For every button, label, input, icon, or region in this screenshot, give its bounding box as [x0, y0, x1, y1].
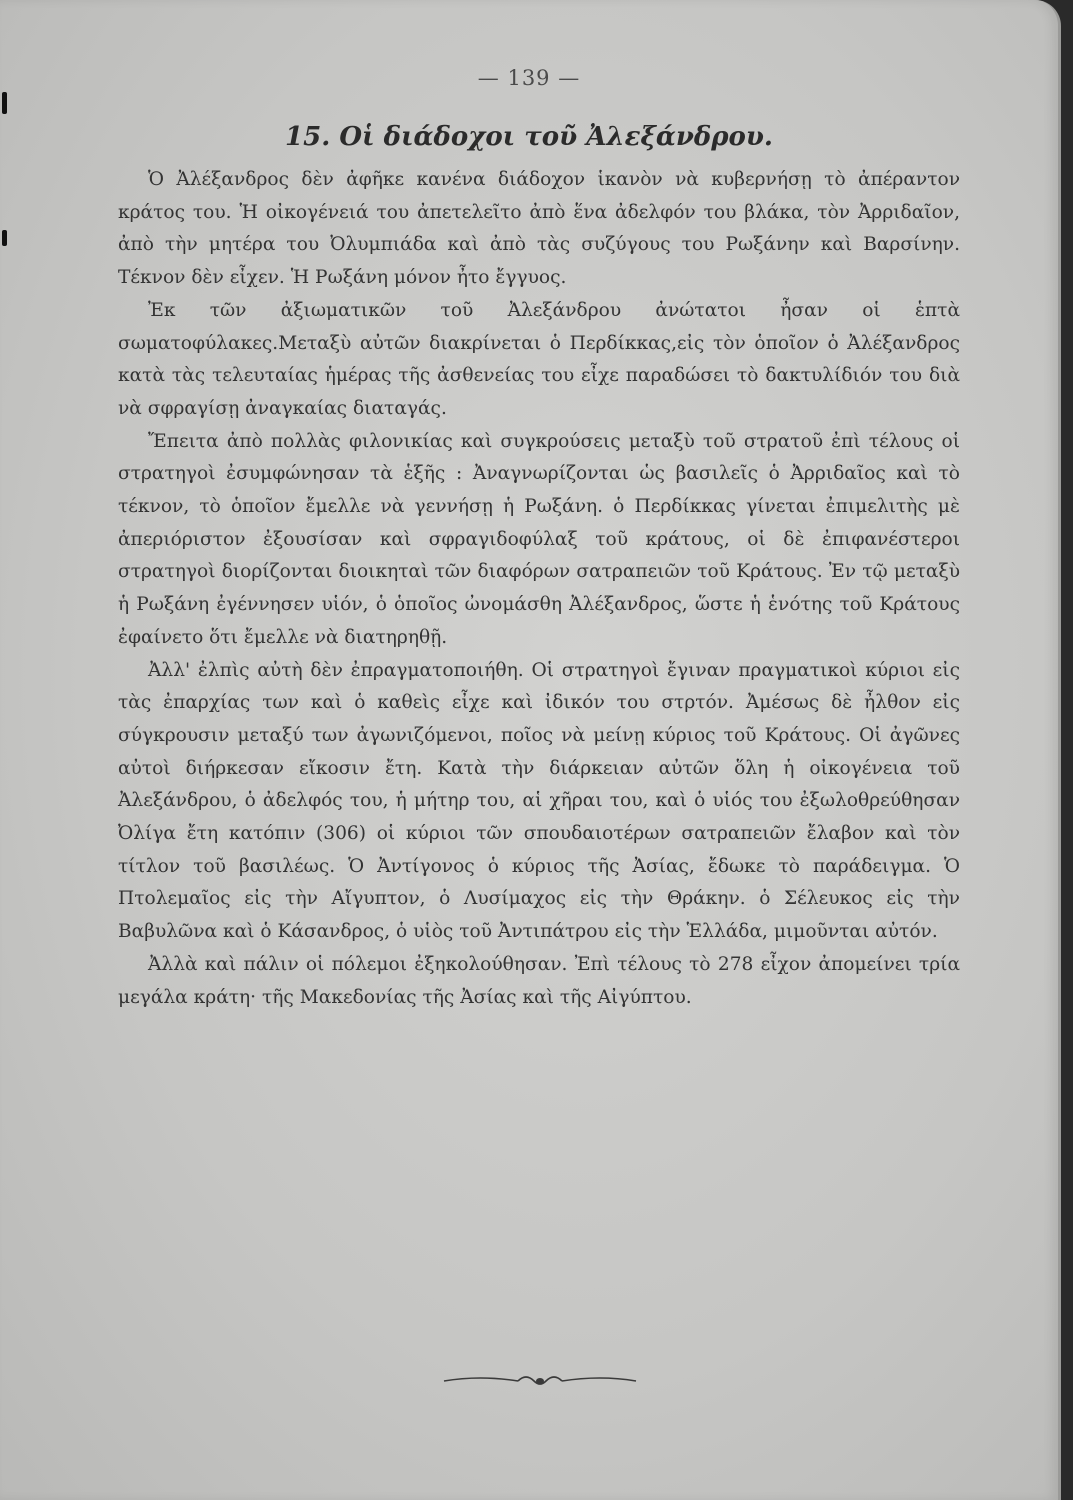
binding-mark [2, 92, 7, 114]
ornament-divider-icon [440, 1371, 640, 1391]
paragraph: Ἀλλ' ἐλπὶς αὐτὴ δὲν ἐπραγματοποιήθη. Οἱ στρατηγοὶ ἔγιναν πραγματικοὶ κύριοι εἰς τὰς ἐπαρχίας των καὶ ὁ καθεὶς εἶχε καὶ ἰδικόν του στρτόν. Ἀμέσως δὲ ἦλθον εἰς σύγκρουσιν μεταξύ των ἀγωνιζόμενοι, ποῖος νὰ μείνῃ κύριος τοῦ Κράτους. Οἱ ἀγῶνες αὐτοὶ διήρκεσαν εἴκοσιν ἔτη. Κατὰ τὴν διάρκειαν αὐτῶν ὅλη ἡ οἰκογένεια τοῦ Ἀλεξάνδρου, ὁ ἀδελφός του, ἡ μήτηρ του, αἱ χῆραι του, καὶ ὁ υἱός του ἐξωλοθρεύθησαν Ὀλίγα ἔτη κατόπιν (306) οἱ κύριοι τῶν σπουδαιοτέρων σατραπειῶν ἔλαβον καὶ τὸν τίτλον τοῦ βασιλέως. Ὁ Ἀντίγονος ὁ κύριος τῆς Ἀσίας, ἔδωκε τὸ παράδειγμα. Ὁ Πτολεμαῖος εἰς τὴν Αἴγυπτον, ὁ Λυσίμαχος εἰς τὴν Θράκην. ὁ Σέλευκος εἰς τὴν Βαβυλῶνα καὶ ὁ Κάσανδρος, ὁ υἱὸς τοῦ Ἀντιπάτρου εἰς τὴν Ἑλλάδα, μιμοῦνται αὐτόν. [118, 659, 960, 943]
binding-mark [2, 230, 7, 246]
paragraph: Ἀλλὰ καὶ πάλιν οἱ πόλεμοι ἐξηκολούθησαν. Ἐπὶ τέλους τὸ 278 εἶχον ἀπομείνει τρία μεγάλα κράτη· τῆς Μακεδονίας τῆς Ἀσίας καὶ τῆς Αἰγύπτου. [118, 953, 960, 1008]
paragraph: Ὁ Ἀλέξανδρος δὲν ἀφῆκε κανένα διάδοχον ἱκανὸν νὰ κυβερνήσῃ τὸ ἀπέραντον κράτος του. Ἡ οἰκογένειά του ἀπετελεῖτο ἀπὸ ἕνα ἀδελφόν του βλάκα, τὸν Ἀρριδαῖον, ἀπὸ τὴν μητέρα του Ὀλυμπιάδα καὶ ἀπὸ τὰς συζύγους του Ρωξάνην καὶ Βαρσίνην. Τέκνον δὲν εἶχεν. Ἡ Ρωξάνη μόνον ἦτο ἔγγυος. [118, 169, 960, 289]
chapter-title: 15. Οἱ διάδοχοι τοῦ Ἀλεξάνδρου. [285, 122, 773, 152]
paragraph: Ἐκ τῶν ἀξιωματικῶν τοῦ Ἀλεξάνδρου ἀνώτατοι ἦσαν οἱ ἑπτὰ σωματοφύλακες.Μεταξὺ αὐτῶν διακρίνεται ὁ Περδίκκας,εἰς τὸν ὁποῖον ὁ Ἀλέξανδρος κατὰ τὰς τελευταίας ἡμέρας τῆς ἀσθενείας του εἶχε παραδώσει τὸ δακτυλίδιόν του διὰ νὰ σφραγίσῃ ἀναγκαίας διαταγάς. [118, 299, 960, 419]
body-text [118, 164, 960, 1014]
paragraph: Ἔπειτα ἀπὸ πολλὰς φιλονικίας καὶ συγκρούσεις μεταξὺ τοῦ στρατοῦ ἐπὶ τέλους οἱ στρατηγοὶ ἐσυμφώνησαν τὰ ἑξῆς : Ἀναγνωρίζονται ὡς βασιλεῖς ὁ Ἀρριδαῖος καὶ τὸ τέκνον, τὸ ὁποῖον ἔμελλε νὰ γεννήσῃ ἡ Ρωξάνη. ὁ Περδίκκας γίνεται ἐπιμελιτὴς μὲ ἀπεριόριστον ἐξουσίσαν καὶ σφραγιδοφύλαξ τοῦ κράτους, οἱ δὲ ἐπιφανέστεροι στρατηγοὶ διορίζονται διοικηταὶ τῶν διαφόρων σατραπειῶν τοῦ Κράτους. Ἐν τῷ μεταξὺ ἡ Ρωξάνη ἐγέννησεν υἱόν, ὁ ὁποῖος ὠνομάσθη Ἀλέξανδρος, ὥστε ἡ ἑνότης τοῦ Κράτους ἐφαίνετο ὅτι ἔμελλε νὰ διατηρηθῇ. [118, 430, 960, 648]
binding-edge [0, 0, 12, 1500]
page-number: — 139 — [477, 66, 581, 90]
